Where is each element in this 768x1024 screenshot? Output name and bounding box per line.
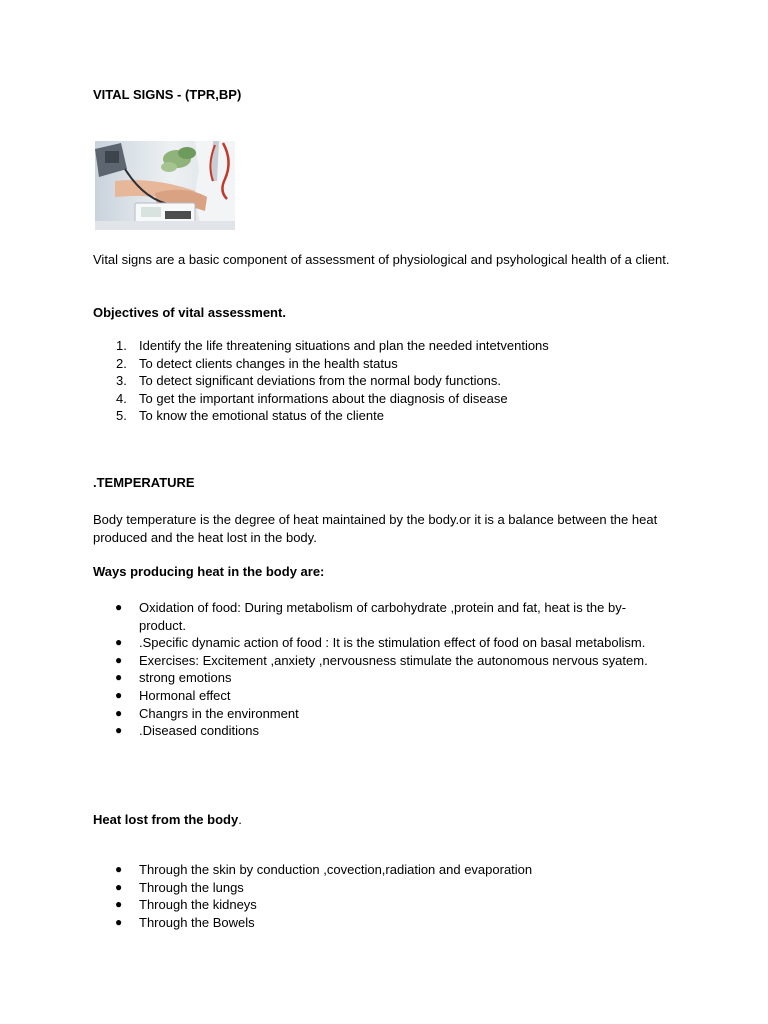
objectives-list [93,337,663,425]
heat-producing-heading: Ways producing heat in the body are: [93,564,325,579]
list-item: ● Through the skin by conduction ,covection,radiation and evaporation [115,862,533,877]
heat-producing-list [93,599,663,740]
list-item: ● Changrs in the environment [115,705,299,721]
temperature-definition: Body temperature is the degree of heat maintained by the body.or it is a balance between the heat produced and the heat lost in the body. [93,512,658,545]
list-item: 5. To know the emotional status of the cliente [116,408,384,424]
list-item: 4. To get the important informations about the diagnosis of disease [116,390,508,406]
list-item: 2. To detect clients changes in the health status [116,355,398,371]
heat-lost-list [93,861,663,931]
list-item: ● .Specific dynamic action of food : It is the stimulation effect of food on basal metabolism. [115,635,646,651]
intro-paragraph: Vital signs are a basic component of assessment of physiological and psyhological health of a client. [93,252,670,267]
list-item: 3. To detect significant deviations from the normal body functions. [116,373,502,389]
blood-pressure-photo [95,141,235,230]
list-item: 1. Identify the life threatening situations and plan the needed intetventions [116,338,549,353]
list-item: ● Through the Bowels [115,914,255,930]
list-item: ● Hormonal effect [115,687,231,703]
list-item: ● Through the kidneys [115,897,257,913]
list-item: ● Through the lungs [115,879,244,895]
list-item: ● strong emotions [115,670,232,686]
list-item: ● .Diseased conditions [115,723,259,739]
list-item: ● Exercises: Excitement ,anxiety ,nervousness stimulate the autonomous nervous syatem. [115,652,648,668]
temperature-heading: .TEMPERATURE [93,475,195,490]
heat-lost-heading: Heat lost from the body. [93,812,242,827]
document-title: VITAL SIGNS - (TPR,BP) [93,87,242,102]
objectives-heading: Objectives of vital assessment. [93,305,286,320]
list-item: ● Oxidation of food: During metabolism of carbohydrate ,protein and fat, heat is the by- product. [115,600,627,633]
